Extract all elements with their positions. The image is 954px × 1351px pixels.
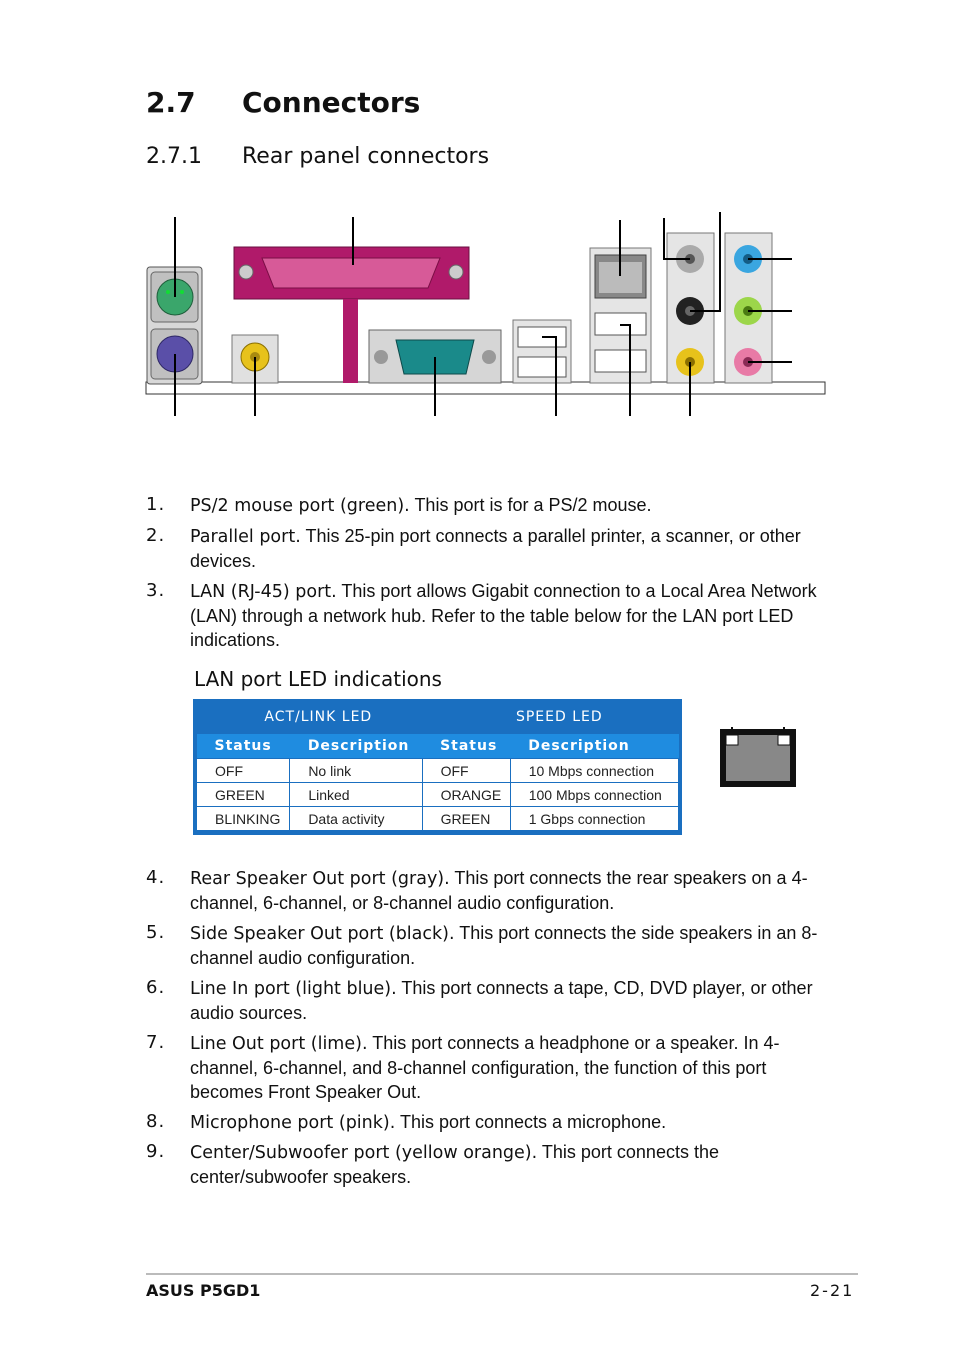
item-side-speaker: 5. Side Speaker Out port (black). This port connects the side speakers in an 8-channel audio configuration. (146, 922, 818, 968)
item-ps2-mouse: 1. PS/2 mouse port (green). This port is for a PS/2 mouse. (146, 494, 652, 516)
lan-port-icon (718, 727, 798, 789)
header-description: Description (510, 734, 678, 759)
usb-ports-illustration (513, 320, 571, 383)
led-table (193, 699, 682, 835)
item-microphone: 8. Microphone port (pink). This port connects a microphone. (146, 1111, 667, 1133)
group-speed: SPEED LED (515, 708, 603, 725)
subsection-heading: 2.7.1 Rear panel connectors (146, 144, 490, 169)
table-row: GREEN Linked ORANGE 100 Mbps connection (197, 783, 679, 807)
table-row: OFF No link OFF 10 Mbps connection (197, 759, 679, 783)
group-act-link: ACT/LINK LED (264, 708, 373, 725)
header-status: Status (197, 734, 290, 759)
audio-jacks-left-illustration (667, 233, 714, 383)
rear-panel-diagram (0, 0, 954, 430)
item-parallel: 2. Parallel port. This 25-pin port connects a parallel printer, a scanner, or other devices. (146, 525, 801, 571)
section-heading: 2.7 Connectors (146, 86, 421, 119)
footer-product: ASUS P5GD1 (146, 1281, 261, 1300)
item-lan: 3. LAN (RJ-45) port. This port allows Gigabit connection to a Local Area Network (LAN) through a network hub. Refer to the table below for the LAN port LED indications. (146, 580, 817, 650)
header-description: Description (290, 734, 422, 759)
item-line-out: 7. Line Out port (lime). This port connects a headphone or a speaker. In 4-channel, 6-channel, and 8-channel configuration, the function of this port becomes Front Speaker Out. (146, 1032, 780, 1102)
page-number: 2-21 (810, 1281, 855, 1300)
item-line-in: 6. Line In port (light blue). This port connects a tape, CD, DVD player, or other audio sources. (146, 977, 813, 1023)
table-row: BLINKING Data activity GREEN 1 Gbps connection (197, 807, 679, 831)
led-table-title: LAN port LED indications (194, 667, 442, 691)
footer-divider (146, 1273, 858, 1275)
header-status: Status (422, 734, 510, 759)
item-rear-speaker: 4. Rear Speaker Out port (gray). This port connects the rear speakers on a 4-channel, 6-channel, or 8-channel audio configuration. (146, 867, 808, 913)
audio-jacks-right-illustration (725, 233, 772, 383)
item-center-subwoofer: 9. Center/Subwoofer port (yellow orange). This port connects the center/subwoofer speakers. (146, 1141, 719, 1187)
